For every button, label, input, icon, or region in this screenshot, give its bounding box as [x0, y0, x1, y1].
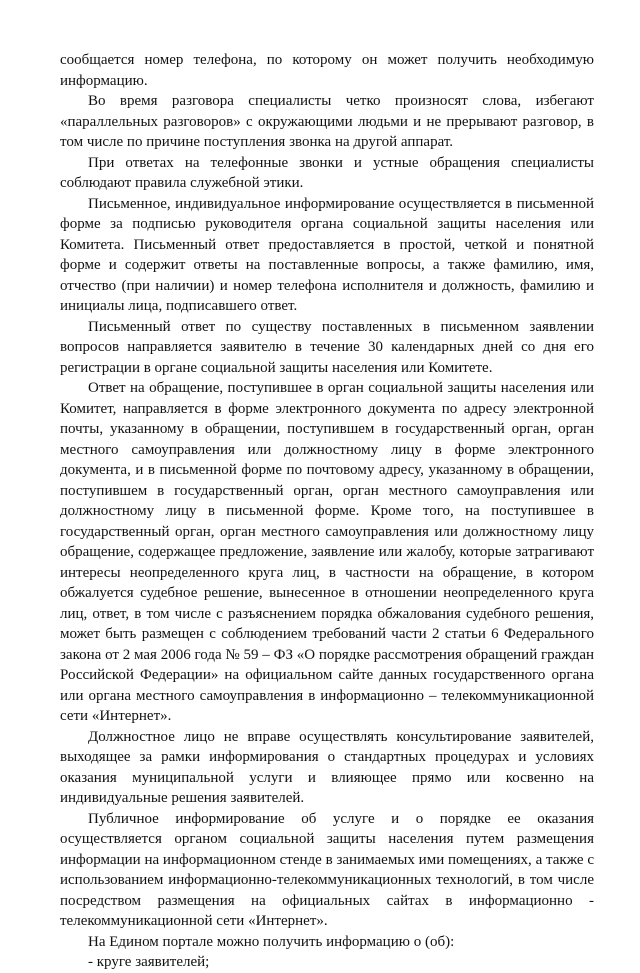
paragraph-written-answer-deadline: Письменный ответ по существу поставленных в письменном заявлении вопросов направляется заявителю в течение 30 календарных дней со дня его регистрации в органе социальной защиты населения или Комитете. — [60, 318, 594, 376]
paragraph-electronic-answer: Ответ на обращение, поступившее в орган социальной защиты населения или Комитет, направляется в форме электронного документа по адресу электронной почты, указанному в обращении, поступившем в государственный орган, орган местного самоуправления или должностному лицу в форме электронного документа, и в письменной форме по почтовому адресу, указанному в обращении, поступившем в государственный орган, орган местного самоуправления или должностному лицу в письменной форме. Кроме того, на поступившее в государственный орган, орган местного самоуправления или должностному лицу обращение, содержащее предложение, заявление или жалобу, которые затрагивают интересы неопределенного круга лиц, в частности на обращение, в котором обжалуется судебное решение, вынесенное в отношении неопределенного круга лиц, ответ, в том числе с разъяснением порядка обжалования судебного решения, может быть размещен с соблюдением требований части 2 статьи 6 Федерального закона от 2 мая 2006 года № 59 – ФЗ «О порядке рассмотрения обращений граждан Российской Федерации» на официальном сайте данных государственного органа или органа местного самоуправления в информационно – телекоммуникационной сети «Интернет». — [60, 380, 594, 724]
document-page — [60, 50, 594, 973]
paragraph-conversation-rules: Во время разговора специалисты четко произносят слова, избегают «параллельных разговоров» с окружающими людьми и не прерывают разговор, в том числе по причине поступления звонка на другой аппарат. — [60, 93, 594, 150]
paragraph-phone-info: сообщается номер телефона, по которому он может получить необходимую информацию. — [60, 52, 594, 89]
paragraph-unified-portal: На Едином портале можно получить информацию о (об): — [88, 933, 455, 950]
paragraph-ethics: При ответах на телефонные звонки и устные обращения специалисты соблюдают правила служебной этики. — [60, 154, 594, 191]
paragraph-written-informing: Письменное, индивидуальное информирование осуществляется в письменной форме за подписью руководителя органа социальной защиты населения или Комитета. Письменный ответ предоставляется в простой, четкой и понятной форме и содержит ответы на поставленные вопросы, а также фамилию, имя, отчество (при наличии) и номер телефона исполнителя и должность, фамилию и инициалы лица, подписавшего ответ. — [60, 195, 594, 314]
list-item-applicants: - круге заявителей; — [88, 954, 210, 970]
paragraph-consulting-limits: Должностное лицо не вправе осуществлять консультирование заявителей, выходящее за рамки информирования о стандартных процедурах и условиях оказания муниципальной услуги и влияющее прямо или косвенно на индивидуальные решения заявителей. — [60, 728, 594, 806]
paragraph-public-informing: Публичное информирование об услуге и о порядке ее оказания осуществляется органом социальной защиты населения путем размещения информации на информационном стенде в занимаемых ими помещениях, а также с использованием информационно-телекоммуникационных технологий, в том числе посредством размещения на официальных сайтах в информационно - телекоммуникационной сети «Интернет». — [60, 810, 594, 929]
